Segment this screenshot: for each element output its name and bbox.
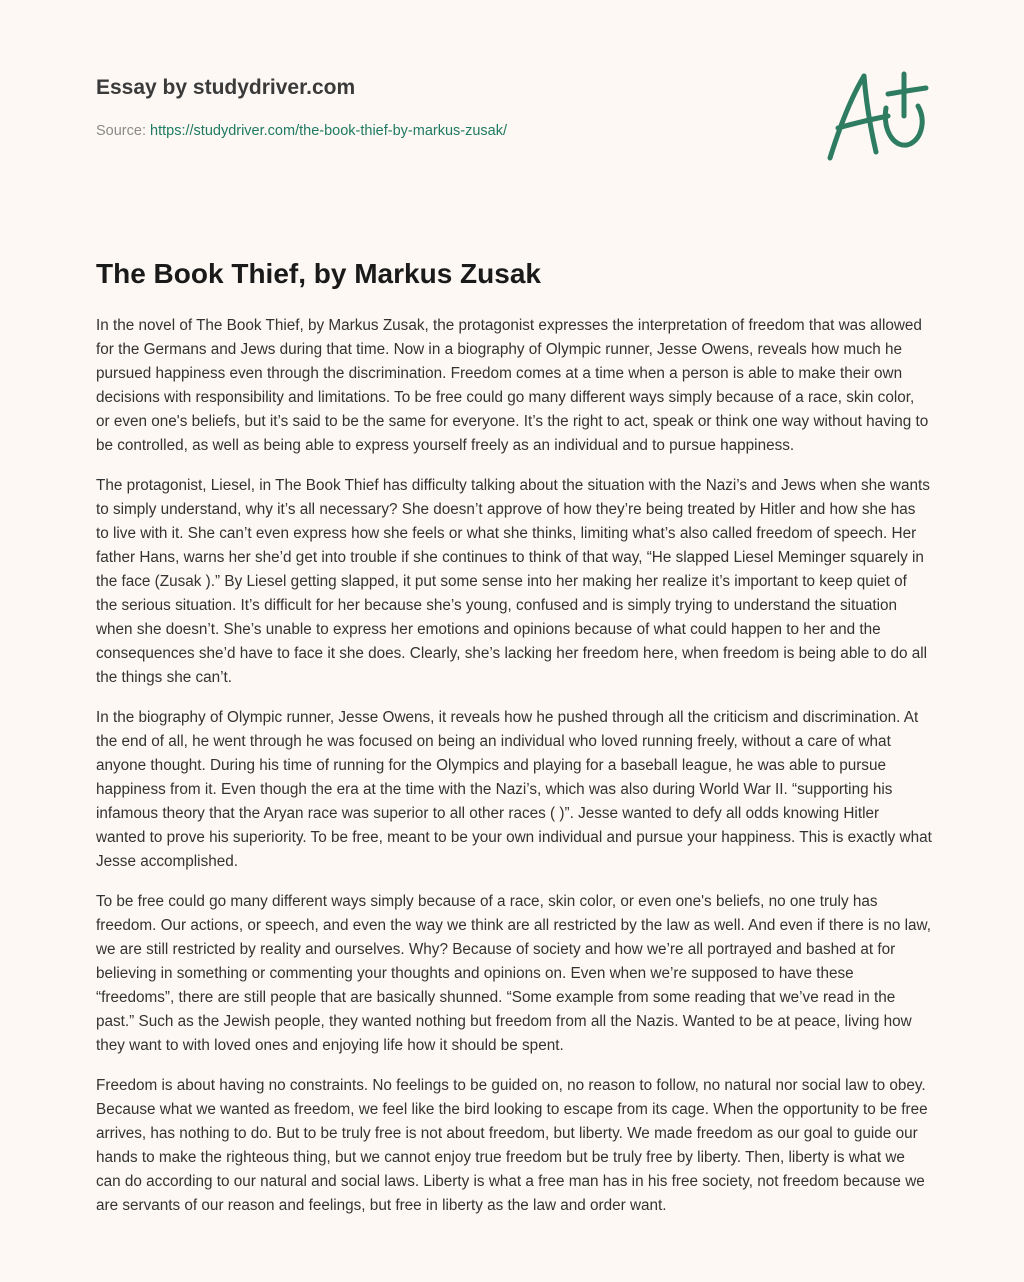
essay-paragraph: In the novel of The Book Thief, by Markus Zusak, the protagonist expresses the interpretation of freedom that was allowed for the Germans and Jews during that time. Now in a biography of Olympic runner, Jesse Owens, reveals how much he pursued happiness even through the discrimination. Freedom comes at a time when a person is able to make their own decisions with responsibility and limitations. To be free could go many different ways simply because of a race, skin color, or even one's beliefs, but it’s said to be the same for everyone. It’s the right to act, speak or think one way without having to be controlled, as well as being able to express yourself freely as an individual and to pursue happiness. xyxy=(96,317,929,454)
page-header xyxy=(96,74,796,140)
essay-paragraph: The protagonist, Liesel, in The Book Thief has difficulty talking about the situation with the Nazi’s and Jews when she wants to simply understand, why it’s all necessary? She doesn’t approve of how they’re being treated by Hitler and how she has to live with it. She can’t even express how she feels or what she thinks, limiting what’s also called freedom of speech. Her father Hans, warns her she’d get into trouble if she continues to think of that way, “He slapped Liesel Meminger squarely in the face (Zusak ).” By Liesel getting slapped, it put some sense into her making her realize it’s important to keep quiet of the serious situation. It’s difficult for her because she’s young, confused and is simply trying to understand the situation when she doesn’t. She’s unable to express her emotions and opinions because of what could happen to her and the consequences she’d have to face it she does. Clearly, she’s lacking her freedom here, when freedom is being able to do all the things she can’t. xyxy=(96,477,930,686)
source-line xyxy=(96,122,796,140)
essay-body xyxy=(96,314,932,1234)
essay-title: The Book Thief, by Markus Zusak xyxy=(96,258,541,289)
essay-paragraph: To be free could go many different ways simply because of a race, skin color, or even one's beliefs, no one truly has freedom. Our actions, or speech, and even the way we think are all restricted by the law as well. And even if there is no law, we are still restricted by reality and ourselves. Why? Because of society and how we’re all portrayed and bashed at for believing in something or commenting your thoughts and opinions on. Even when we’re supposed to have these “freedoms”, there are still people that are basically shunned. “Some example from some reading that we’ve read in the past.” Such as the Jewish people, they wanted nothing but freedom from all the Nazis. Wanted to be at peace, living how they want to with loved ones and enjoying life how it should be spent. xyxy=(96,893,931,1054)
essay-paragraph: Freedom is about having no constraints. No feelings to be guided on, no reason to follow, no natural nor social law to obey. Because what we wanted as freedom, we feel like the bird looking to escape from its cage. When the opportunity to be free arrives, has nothing to do. But to be truly free is not about freedom, but liberty. We made freedom as our goal to guide our hands to make the righteous thing, but we cannot enjoy true freedom but be truly free by liberty. Then, liberty is what we can do according to our natural and social laws. Liberty is what a free man has in his free society, not freedom because we are servants of our reason and feelings, but free in liberty as the law and order want. xyxy=(96,1077,928,1214)
source-label: Source: xyxy=(96,123,146,139)
a-plus-logo-icon xyxy=(818,66,930,166)
essay-paragraph: In the biography of Olympic runner, Jesse Owens, it reveals how he pushed through all the criticism and discrimination. At the end of all, he went through he was focused on being an individual who loved running freely, without a care of what anyone thought. During his time of running for the Olympics and playing for a baseball league, he was able to pursue happiness from it. Even though the era at the time with the Nazi’s, which was also during World War II. “supporting his infamous theory that the Aryan race was superior to all other races ( )”. Jesse wanted to defy all odds knowing Hitler wanted to prove his superiority. To be free, meant to be your own individual and pursue your happiness. This is exactly what Jesse accomplished. xyxy=(96,709,932,870)
source-link[interactable]: https://studydriver.com/the-book-thief-by-markus-zusak/ xyxy=(150,123,508,139)
site-title: Essay by studydriver.com xyxy=(96,76,356,99)
